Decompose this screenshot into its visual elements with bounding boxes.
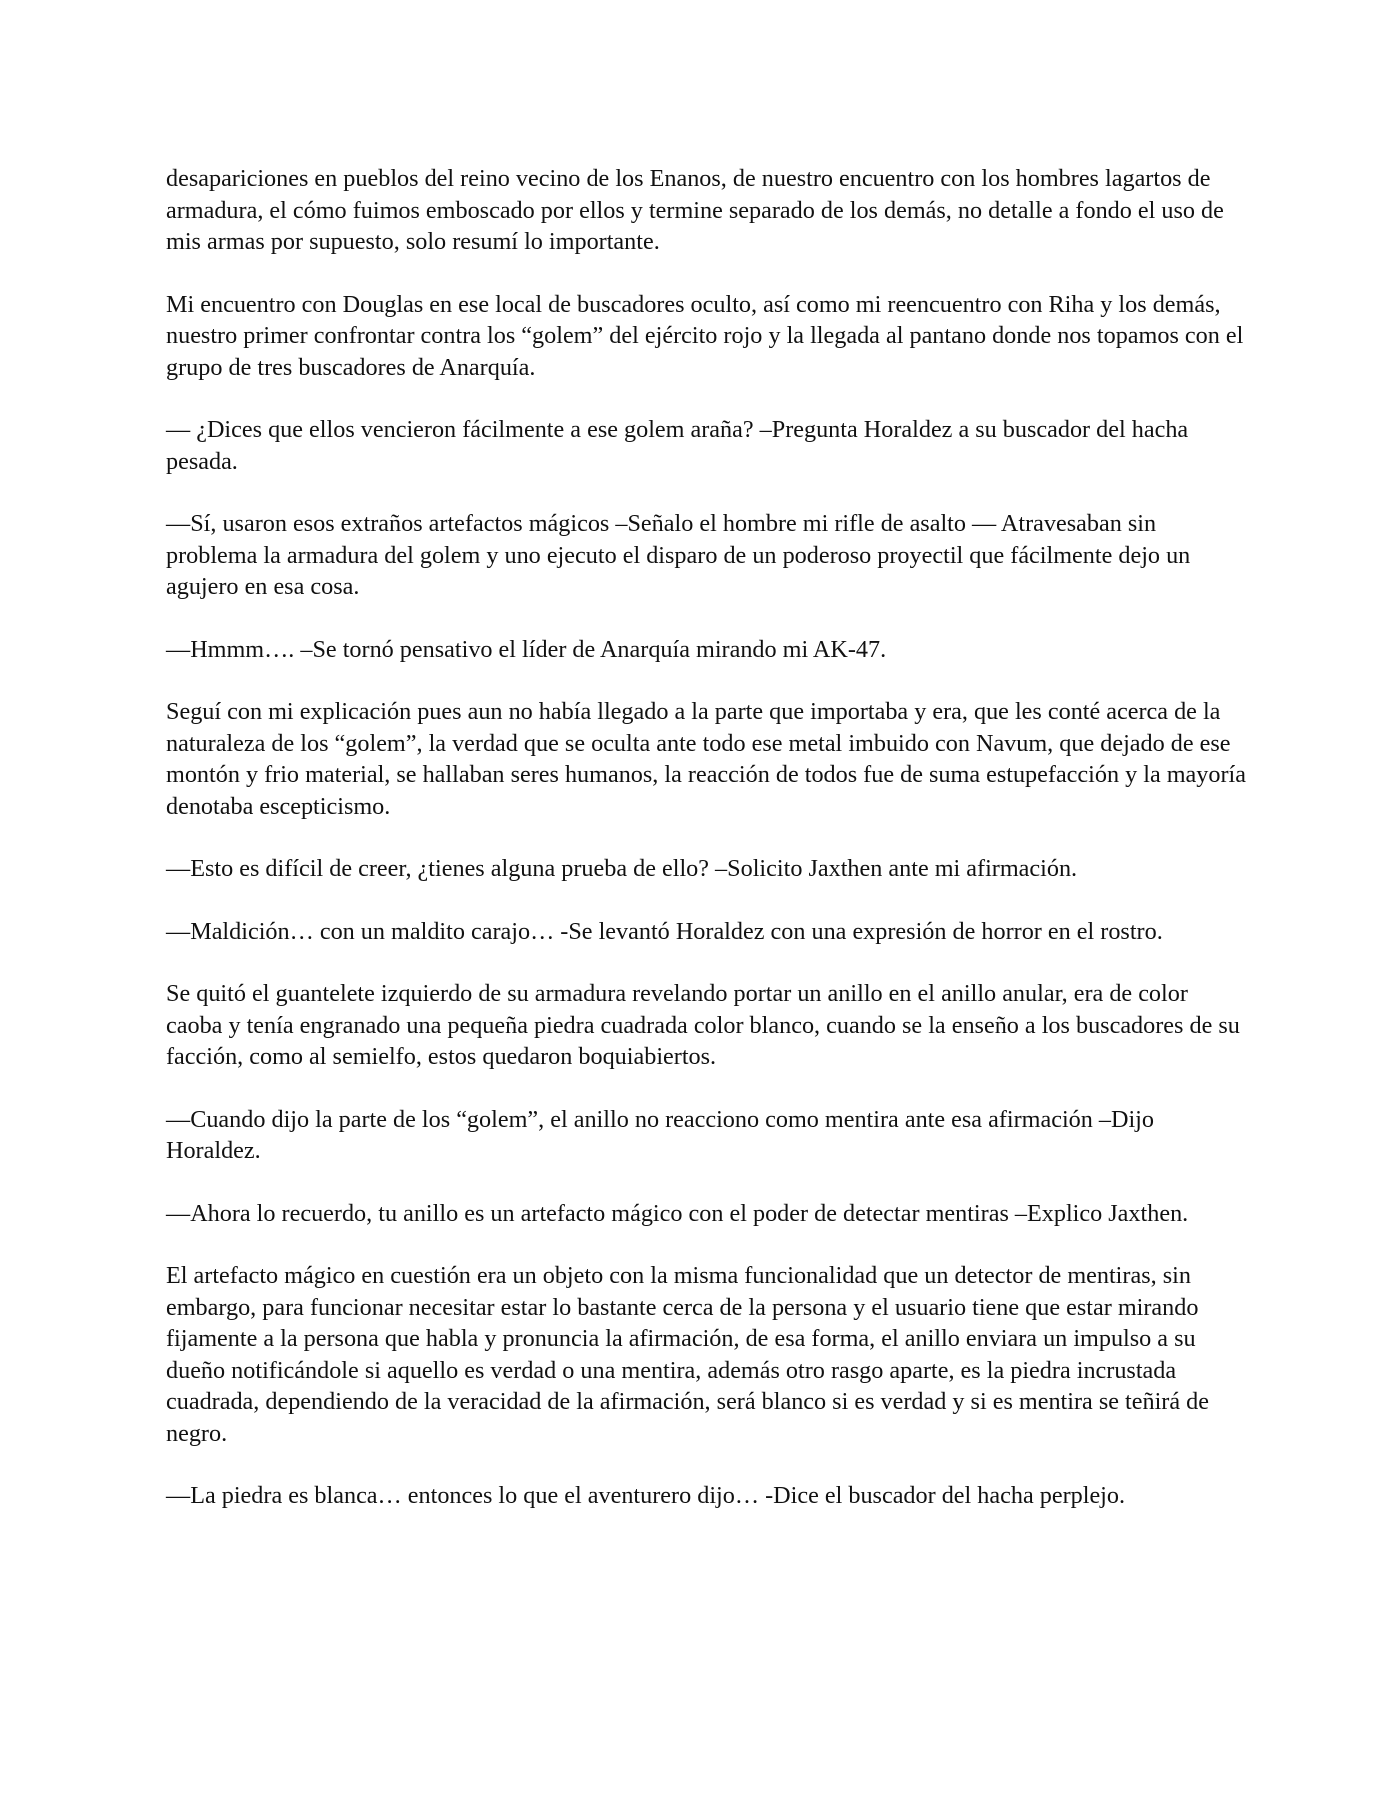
paragraph: — ¿Dices que ellos vencieron fácilmente a ese golem araña? –Pregunta Horaldez a su buscador del hacha pesada. bbox=[166, 416, 1189, 475]
paragraph: desapariciones en pueblos del reino vecino de los Enanos, de nuestro encuentro con los hombres lagartos de armadura, el cómo fuimos emboscado por ellos y termine separado de los demás, no detalle a fondo el uso de mis armas por supuesto, solo resumí lo importante. bbox=[166, 165, 1224, 255]
paragraph: —Cuando dijo la parte de los “golem”, el anillo no reacciono como mentira ante esa afirmación –Dijo Horaldez. bbox=[166, 1105, 1154, 1164]
paragraph: Seguí con mi explicación pues aun no había llegado a la parte que importaba y era, que les conté acerca de la naturaleza de los “golem”, la verdad que se oculta ante todo ese metal imbuido con Navum, que dejado de ese montón y frio material, se hallaban seres humanos, la reacción de todos fue de suma estupefacción y la mayoría denotaba escepticismo. bbox=[166, 698, 1246, 820]
paragraph: El artefacto mágico en cuestión era un objeto con la misma funcionalidad que un detector de mentiras, sin embargo, para funcionar necesitar estar lo bastante cerca de la persona y el usuario tiene que estar mirando fijamente a la persona que habla y pronuncia la afirmación, de esa forma, el anillo enviara un impulso a su dueño notificándole si aquello es verdad o una mentira, además otro rasgo aparte, es la piedra incrustada cuadrada, dependiendo de la veracidad de la afirmación, será blanco si es verdad y si es mentira se teñirá de negro. bbox=[166, 1262, 1209, 1447]
document-page bbox=[166, 163, 1246, 1543]
paragraph: —La piedra es blanca… entonces lo que el aventurero dijo… -Dice el buscador del hacha perplejo. bbox=[166, 1482, 1126, 1509]
paragraph: —Ahora lo recuerdo, tu anillo es un artefacto mágico con el poder de detectar mentiras –Explico Jaxthen. bbox=[166, 1199, 1189, 1227]
paragraph: —Hmmm…. –Se tornó pensativo el líder de Anarquía mirando mi AK-47. bbox=[166, 635, 887, 663]
paragraph: Se quitó el guantelete izquierdo de su armadura revelando portar un anillo en el anillo anular, era de color caoba y tenía engranado una pequeña piedra cuadrada color blanco, cuando se la enseño a los buscadores de su facción, como al semielfo, estos quedaron boquiabiertos. bbox=[166, 980, 1240, 1070]
paragraph: —Sí, usaron esos extraños artefactos mágicos –Señalo el hombre mi rifle de asalto — Atravesaban sin problema la armadura del golem y uno ejecuto el disparo de un poderoso proyectil que fácilmente dejo un agujero en esa cosa. bbox=[166, 510, 1191, 600]
paragraph: —Maldición… con un maldito carajo… -Se levantó Horaldez con una expresión de horror en el rostro. bbox=[166, 917, 1163, 945]
paragraph: —Esto es difícil de creer, ¿tienes alguna prueba de ello? –Solicito Jaxthen ante mi afirmación. bbox=[166, 855, 1078, 882]
paragraph: Mi encuentro con Douglas en ese local de buscadores oculto, así como mi reencuentro con Riha y los demás, nuestro primer confrontar contra los “golem” del ejército rojo y la llegada al pantano donde nos topamos con el grupo de tres buscadores de Anarquía. bbox=[166, 290, 1244, 381]
